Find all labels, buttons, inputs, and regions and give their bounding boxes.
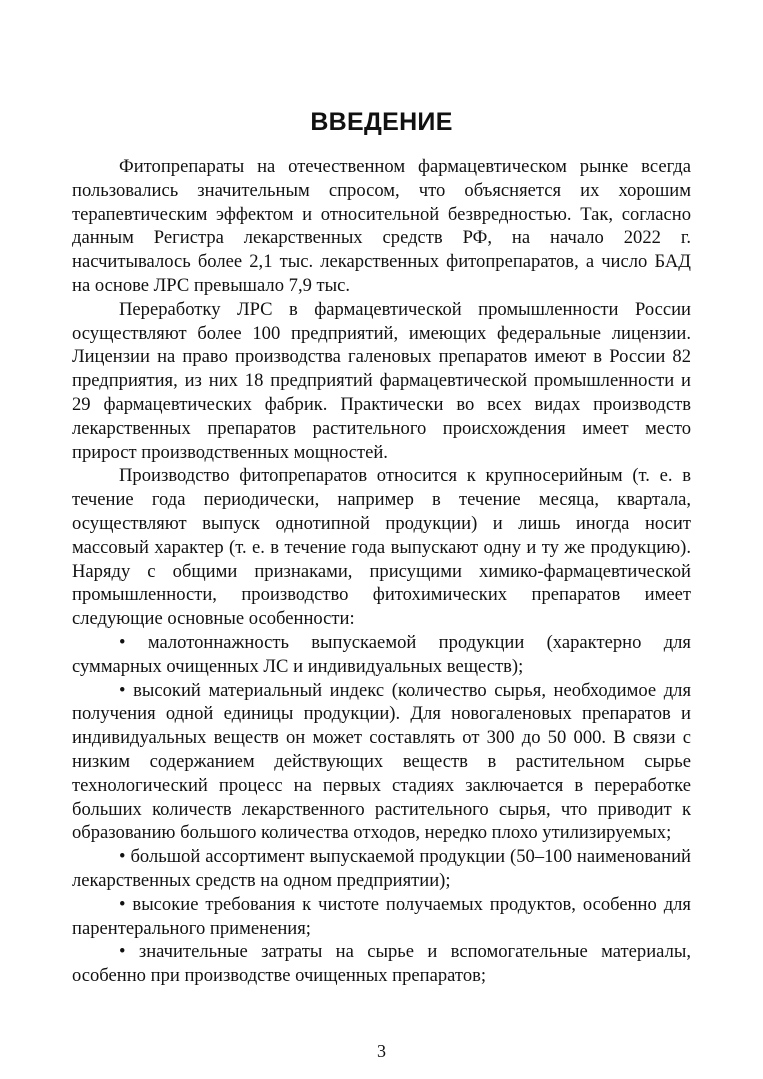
chapter-heading: ВВЕДЕНИЕ — [310, 108, 453, 136]
paragraph-intro: Фитопрепараты на отечественном фармацевтическом рынке всегда пользовались значительным спросом, что объясняется их хорошим терапевтическим эффектом и относительной безвредностью. Так, согласно данным Регистра лекарственных средств РФ, на начало 2022 г. насчитывалось более 2,1 тыс. лекарственных фитопрепаратов, а число БАД на основе ЛРС превышало 7,9 тыс. — [72, 156, 691, 296]
page-number: 3 — [377, 1041, 386, 1061]
body-text — [72, 155, 691, 988]
bullet-item-costs: • значительные затраты на сырье и вспомогательные материалы, особенно при производстве очищенных препаратов; — [72, 941, 691, 987]
paragraph-processing: Переработку ЛРС в фармацевтической промышленности России осуществляют более 100 предприятий, имеющих федеральные лицензии. Лицензии на право производства галеновых препаратов имеют в России 82 предприятия, из них 18 предприятий фармацевтической промышленности и 29 фармацевтических фабрик. Практически во всех видах производств лекарственных препаратов растительного происхождения имеет место прирост производственных мощностей. — [72, 298, 691, 463]
bullet-item-purity: • высокие требования к чистоте получаемых продуктов, особенно для парентерального применения; — [72, 893, 691, 939]
bullet-item-low-tonnage: • малотоннажность выпускаемой продукции (характерно для суммарных очищенных ЛС и индивидуальных веществ); — [72, 631, 691, 677]
paragraph-production: Производство фитопрепаратов относится к крупносерийным (т. е. в течение года периодически, например в течение месяца, квартала, осуществляют выпуск однотипной продукции) и лишь иногда носит массовый характер (т. е. в течение года выпускают одну и ту же продукцию). Наряду с общими признаками, присущими химико-фармацевтической промышленности, производство фитохимических препаратов имеет следующие основные особенности: — [72, 465, 691, 630]
bullet-item-assortment: • большой ассортимент выпускаемой продукции (50–100 наименований лекарственных средств на одном предприятии); — [72, 846, 691, 891]
bullet-item-material-index: • высокий материальный индекс (количество сырья, необходимое для получения одной единицы продукции). Для новогаленовых препаратов и индивидуальных веществ он может составлять от 300 до 50 000. В связи с низким содержанием действующих веществ в растительном сырье технологический процесс на первых стадиях заключается в переработке больших количеств лекарственного растительного сырья, что приводит к образованию большого количества отходов, нередко плохо утилизируемых; — [72, 679, 691, 844]
